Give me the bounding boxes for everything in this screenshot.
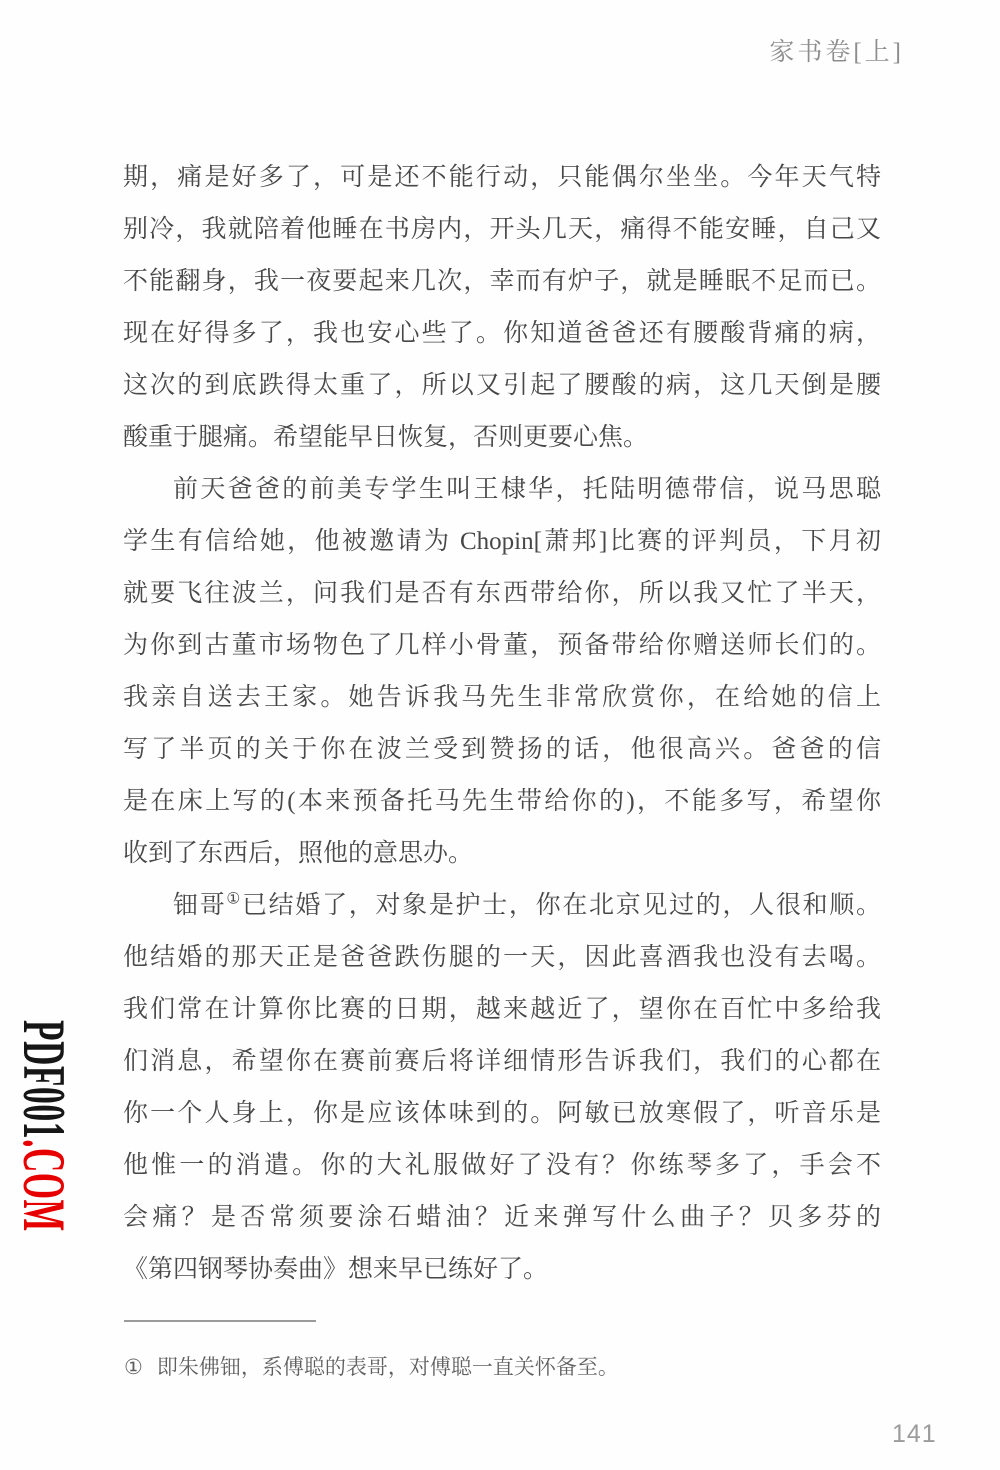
text-line: 学生有信给她，他被邀请为 Chopin[萧邦]比赛的评判员，下月初 — [123, 528, 881, 555]
line-segment: 钿哥 — [173, 892, 227, 919]
watermark-text-black: PDF001 — [11, 1020, 77, 1140]
text-line: 酸重于腿痛。希望能早日恢复，否则更要心焦。 — [123, 424, 649, 451]
footnote-ref-mark: ① — [226, 890, 242, 908]
text-line: 《第四钢琴协奏曲》想来早已练好了。 — [123, 1256, 549, 1283]
text-line: 写了半页的关于你在波兰受到赞扬的话，他很高兴。爸爸的信 — [123, 736, 881, 763]
footnote-text: 即朱佛钿，系傅聪的表哥，对傅聪一直关怀备至。 — [156, 1355, 619, 1379]
page-number: 141 — [892, 1420, 937, 1448]
text-line: 我亲自送去王家。她告诉我马先生非常欣赏你，在给她的信上 — [123, 684, 881, 711]
text-line: 别冷，我就陪着他睡在书房内，开头几天，痛得不能安睡，自己又 — [123, 216, 881, 243]
text-line: 们消息，希望你在赛前赛后将详细情形告诉我们，我们的心都在 — [123, 1048, 881, 1075]
running-head: 家书卷[上] — [769, 39, 904, 66]
text-line: 我们常在计算你比赛的日期，越来越近了，望你在百忙中多给我 — [123, 996, 881, 1023]
footnote — [124, 1352, 884, 1382]
text-line: 是在床上写的(本来预备托马先生带给你的)，不能多写，希望你 — [123, 788, 881, 815]
text-line: 他惟一的消遣。你的大礼服做好了没有？你练琴多了，手会不 — [123, 1152, 881, 1179]
text-line — [123, 880, 881, 932]
text-line: 这次的到底跌得太重了，所以又引起了腰酸的病，这几天倒是腰 — [123, 372, 881, 399]
text-line: 现在好得多了，我也安心些了。你知道爸爸还有腰酸背痛的病， — [123, 320, 881, 347]
text-line: 不能翻身，我一夜要起来几次，幸而有炉子，就是睡眠不足而已。 — [123, 268, 881, 295]
text-line: 为你到古董市场物色了几样小骨董，预备带给你赠送师长们的。 — [123, 632, 881, 659]
watermark — [11, 1020, 77, 1232]
watermark-text-red: .COM — [11, 1139, 77, 1232]
text-line: 前天爸爸的前美专学生叫王棣华，托陆明德带信，说马思聪 — [173, 476, 881, 503]
footnote-divider — [124, 1320, 316, 1322]
text-line: 会痛？是否常须要涂石蜡油？近来弹写什么曲子？贝多芬的 — [123, 1204, 881, 1231]
line-segment: 已结婚了，对象是护士，你在北京见过的，人很和顺。 — [241, 892, 881, 919]
letter-body — [123, 152, 881, 1296]
footnote-marker: ① — [124, 1355, 143, 1379]
text-line: 收到了东西后，照他的意思办。 — [123, 840, 474, 867]
text-line: 他结婚的那天正是爸爸跌伤腿的一天，因此喜酒我也没有去喝。 — [123, 944, 881, 971]
text-line: 就要飞往波兰，问我们是否有东西带给你，所以我又忙了半天， — [123, 580, 881, 607]
text-line: 期，痛是好多了，可是还不能行动，只能偶尔坐坐。今年天气特 — [123, 164, 881, 191]
text-line: 你一个人身上，你是应该体味到的。阿敏已放寒假了，听音乐是 — [123, 1100, 881, 1127]
